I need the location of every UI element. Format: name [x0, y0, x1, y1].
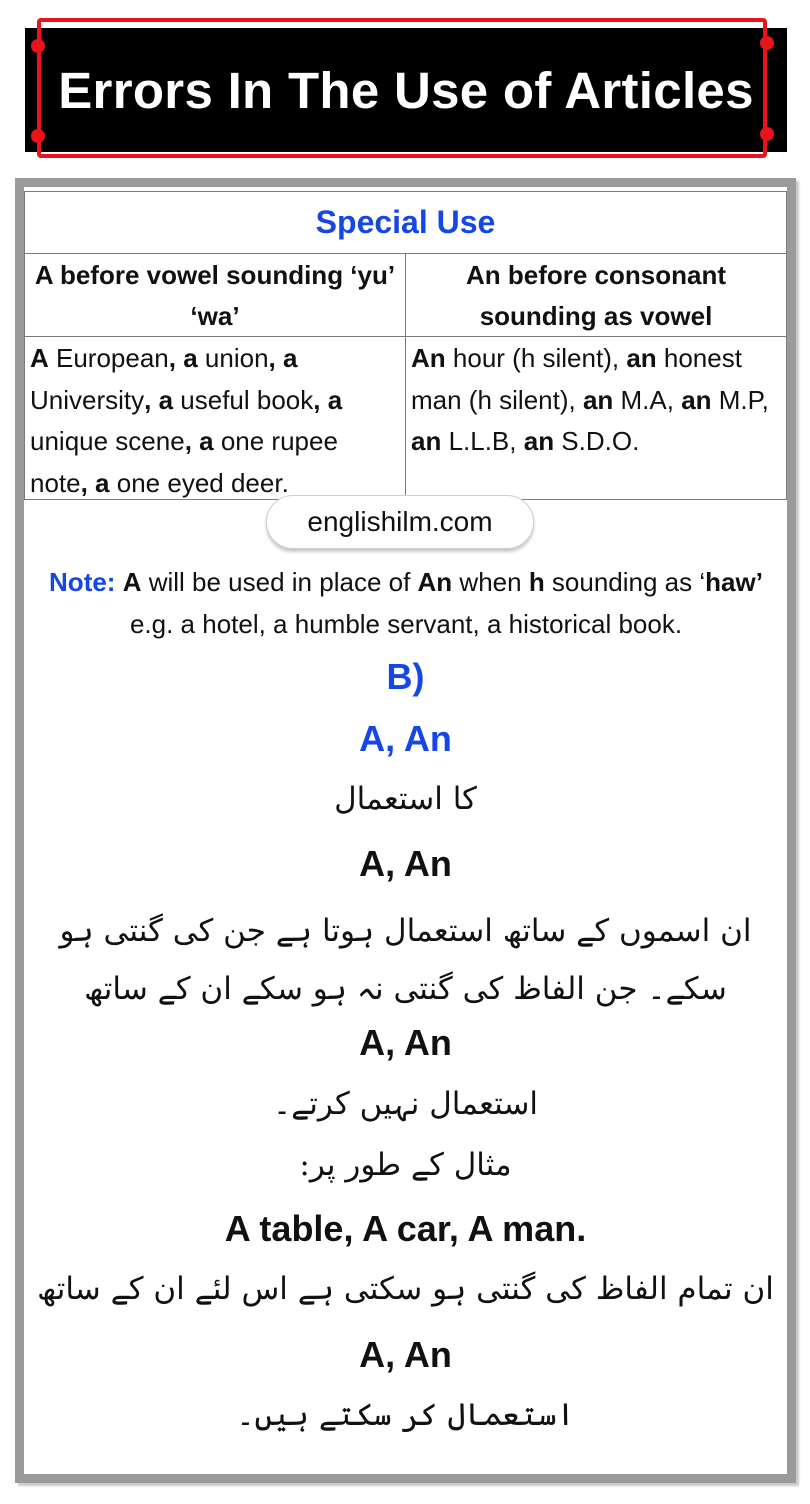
urdu-line: مثال کے طور پر: — [299, 1147, 512, 1183]
column-heading-a: A before vowel sounding ‘yu’ ‘wa’ — [25, 254, 406, 336]
examples-a-cell: A European, a union, a University, a useful book, a unique scene, a one rupee note, a one eyed deer. — [25, 337, 406, 499]
note-paragraph: Note: A will be used in place of An when h sounding as ‘haw’ e.g. a hotel, a humble servant, a historical book. — [49, 567, 763, 639]
table-title: Special Use — [25, 192, 786, 254]
table-header-row — [25, 254, 786, 337]
urdu-line: کا استعمال — [334, 781, 477, 817]
urdu-line: استعمال کر سکتے ہیں۔ — [236, 1397, 575, 1433]
term-heading: A, An — [359, 1334, 452, 1375]
urdu-line: استعمال نہیں کرتے۔ — [272, 1086, 539, 1122]
examples-an-cell: An hour (h silent), an honest man (h silent), an M.A, an M.P, an L.L.B, an S.D.O. — [411, 343, 769, 456]
term-heading: A, An — [359, 1022, 452, 1063]
page-title: Errors In The Use of Articles — [58, 61, 754, 119]
section-label: B) — [386, 656, 425, 697]
urdu-line: ان تمام الفاظ کی گنتی ہو سکتی ہے اس لئے ان کے ساتھ — [37, 1271, 774, 1307]
urdu-paragraph: ان اسموں کے ساتھ استعمال ہوتا ہے جن کی گنتی ہو سکے۔ جن الفاظ کی گنتی نہ ہو سکے ان کے ساتھ — [59, 913, 752, 1007]
column-heading-an: An before consonant sounding as vowel — [465, 260, 726, 331]
example-line: A table, A car, A man. — [224, 1208, 587, 1249]
site-watermark: englishilm.com — [266, 495, 534, 549]
special-use-table — [24, 191, 787, 500]
term-heading: A, An — [359, 843, 452, 884]
table-row — [25, 337, 786, 499]
section-heading: A, An — [359, 718, 452, 759]
